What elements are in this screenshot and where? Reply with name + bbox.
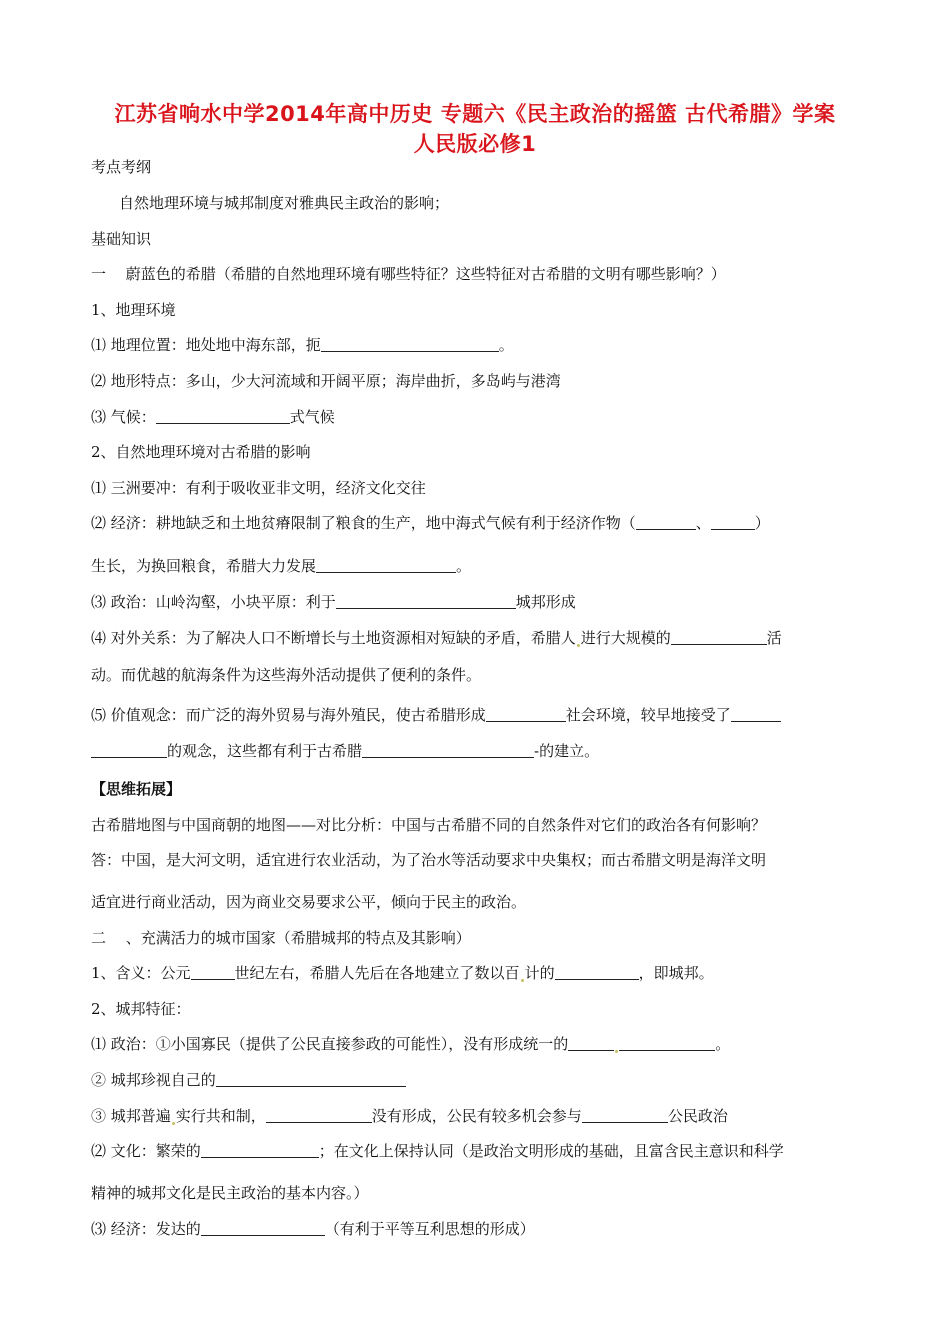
section-heading-jichu: 基础知识 bbox=[91, 230, 152, 248]
item-crossroads: ⑴ 三洲要冲：有利于吸收亚非文明，经济文化交往 bbox=[91, 479, 426, 497]
item-feature-independence: ② 城邦珍视自己的 bbox=[91, 1070, 871, 1090]
thinking-answer-line1: 答：中国，是大河文明，适宜进行农业活动，为了治水等活动要求中央集权；而古希腊文明是海洋文明 bbox=[91, 851, 767, 869]
document-title-line1: 江苏省响水中学2014年高中历史 专题六《民主政治的摇篮 古代希腊》学案 bbox=[114, 102, 836, 126]
item-climate: ⑶ 气候： 式气候 bbox=[91, 408, 335, 426]
item-foreign-cont: 动。而优越的航海条件为这些海外活动提供了便利的条件。 bbox=[91, 666, 482, 684]
item-politics: ⑶ 政治：山岭沟壑，小块平原：利于 城邦形成 bbox=[91, 593, 576, 611]
item-foreign: ⑷ 对外关系：为了解决人口不断增长与土地资源相对短缺的矛盾，希腊人 进行大规模的 活 bbox=[91, 629, 782, 647]
item-values-cont: 的观念，这些都有利于古希腊 -的建立。 bbox=[91, 741, 871, 761]
item-terrain: ⑵ 地形特点：多山，少大河流域和开阔平原；海岸曲折，多岛屿与港湾 bbox=[91, 372, 561, 390]
section-heading-kaodian: 考点考纲 bbox=[91, 158, 152, 176]
item-economy-cont: 生长，为换回粮食，希腊大力发展 。 bbox=[91, 557, 472, 575]
item-location: ⑴ 地理位置：地处地中海东部，扼 。 bbox=[91, 336, 514, 354]
part2-heading: 二 、充满活力的城市国家（希腊城邦的特点及其影响） bbox=[91, 929, 471, 947]
thinking-question: 古希腊地图与中国商朝的地图——对比分析：中国与古希腊不同的自然条件对它们的政治各有何影响？ bbox=[91, 816, 767, 834]
item-feature-culture: ⑵ 文化：繁荣的 ；在文化上保持认同（是政治文明形成的基础，且富含民主意识和科学 bbox=[91, 1142, 784, 1160]
subheading-geography: 1、地理环境 bbox=[91, 301, 176, 319]
thinking-answer-line2: 适宜进行商业活动，因为商业交易要求公平，倾向于民主的政治。 bbox=[91, 893, 527, 911]
document-title-line2: 人民版必修1 bbox=[413, 132, 537, 156]
part1-heading: 一 蔚蓝色的希腊（希腊的自然地理环境有哪些特征？这些特征对古希腊的文明有哪些影响？） bbox=[91, 265, 726, 283]
subheading-features: 2、城邦特征： bbox=[91, 1000, 191, 1018]
item-economy: ⑵ 经济：耕地缺乏和土地贫瘠限制了粮食的生产，地中海式气候有利于经济作物（ 、 ） bbox=[91, 514, 770, 532]
subheading-influence: 2、自然地理环境对古希腊的影响 bbox=[91, 443, 311, 461]
item-feature-politics: ⑴ 政治：①小国寡民（提供了公民直接参政的可能性），没有形成统一的 。 bbox=[91, 1035, 731, 1053]
section-heading-siwei: 【思维拓展】 bbox=[91, 780, 182, 798]
item-feature-economy: ⑶ 经济：发达的 （有利于平等互利思想的形成） bbox=[91, 1220, 535, 1238]
item-feature-culture-cont: 精神的城邦文化是民主政治的基本内容。） bbox=[91, 1184, 369, 1202]
kaodian-text: 自然地理环境与城邦制度对雅典民主政治的影响； bbox=[119, 194, 450, 212]
item-feature-republic: ③ 城邦普遍 实行共和制， 没有形成，公民有较多机会参与 公民政治 bbox=[91, 1107, 728, 1125]
item-values: ⑸ 价值观念：而广泛的海外贸易与海外殖民，使古希腊形成 社会环境，较早地接受了 bbox=[91, 705, 871, 725]
item-definition: 1、含义：公元 世纪左右，希腊人先后在各地建立了数以百 计的 ，即城邦。 bbox=[91, 964, 714, 982]
